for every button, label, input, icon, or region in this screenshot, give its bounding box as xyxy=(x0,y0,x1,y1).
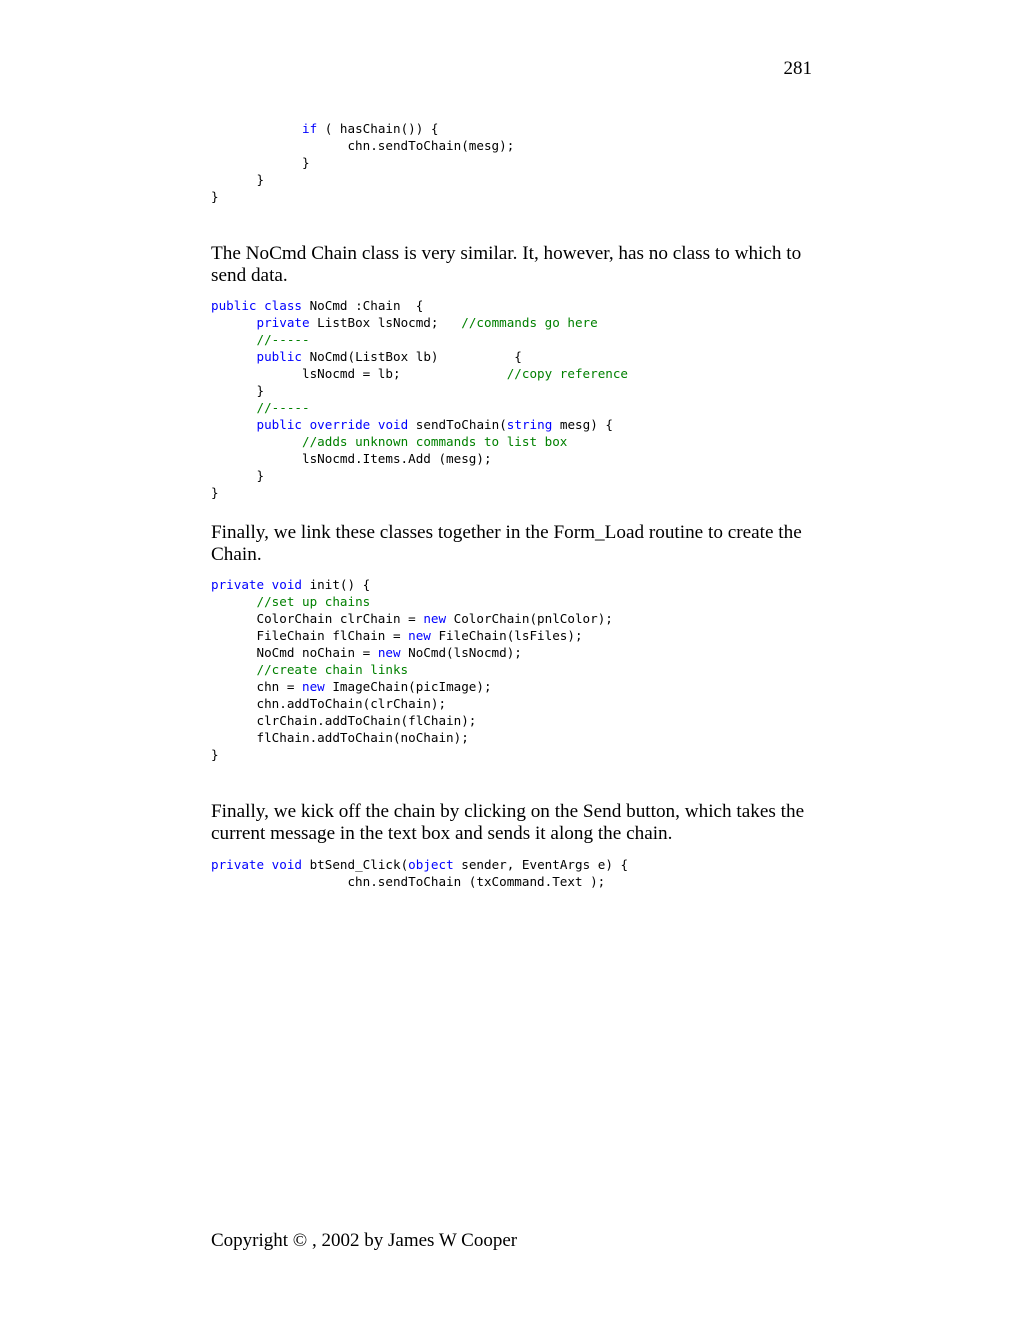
code-text: sendToChain( xyxy=(408,417,507,432)
code-text xyxy=(264,857,272,872)
code-line xyxy=(211,154,514,171)
code-line xyxy=(211,348,628,365)
code-line xyxy=(211,314,628,331)
code-line xyxy=(211,678,613,695)
code-line xyxy=(211,746,613,763)
code-text xyxy=(211,400,257,415)
page-number: 281 xyxy=(783,58,812,79)
code-comment: //copy reference xyxy=(506,366,629,381)
code-comment: //----- xyxy=(256,400,310,415)
code-keyword: private xyxy=(211,577,265,592)
code-keyword: void xyxy=(377,417,409,432)
code-keyword: string xyxy=(506,417,553,432)
paragraph-form-load: Finally, we link these classes together in the Form_Load routine to create the Chain. xyxy=(211,522,802,565)
code-keyword: public xyxy=(211,298,257,313)
code-keyword: class xyxy=(264,298,303,313)
code-text: init() { xyxy=(302,577,371,592)
code-text xyxy=(211,121,302,136)
code-line xyxy=(211,171,514,188)
code-keyword: if xyxy=(302,121,318,136)
code-line xyxy=(211,712,613,729)
code-line xyxy=(211,416,628,433)
code-keyword: new xyxy=(302,679,325,694)
code-block-btsend-click xyxy=(211,856,628,890)
code-text: chn.addToChain(clrChain); xyxy=(211,696,447,711)
code-text: mesg) { xyxy=(552,417,613,432)
code-keyword: new xyxy=(408,628,431,643)
code-text: lsNocmd.Items.Add (mesg); xyxy=(211,451,492,466)
code-text: chn.sendToChain(mesg); xyxy=(211,138,515,153)
code-text: } xyxy=(211,383,265,398)
code-line xyxy=(211,399,628,416)
code-text xyxy=(370,417,378,432)
code-text: clrChain.addToChain(flChain); xyxy=(211,713,477,728)
code-line xyxy=(211,467,628,484)
code-line xyxy=(211,576,613,593)
code-text xyxy=(211,332,257,347)
code-block-nocmd-class xyxy=(211,297,628,501)
code-text xyxy=(211,417,257,432)
copyright-footer: Copyright © , 2002 by James W Cooper xyxy=(211,1230,518,1251)
code-line xyxy=(211,297,628,314)
code-text xyxy=(211,662,257,677)
code-keyword: void xyxy=(271,577,303,592)
code-keyword: void xyxy=(271,857,303,872)
code-text: } xyxy=(211,485,219,500)
code-keyword: public xyxy=(256,349,302,364)
code-text xyxy=(211,349,257,364)
code-line xyxy=(211,644,613,661)
code-text: } xyxy=(211,468,265,483)
code-line xyxy=(211,661,613,678)
code-text xyxy=(257,298,265,313)
code-line xyxy=(211,365,628,382)
code-comment: //create chain links xyxy=(256,662,409,677)
code-text: ColorChain clrChain = xyxy=(211,611,424,626)
code-keyword: private xyxy=(211,857,265,872)
code-keyword: new xyxy=(377,645,401,660)
code-keyword: object xyxy=(408,857,454,872)
code-text: chn.sendToChain (txCommand.Text ); xyxy=(211,874,606,889)
code-text xyxy=(211,594,257,609)
code-line xyxy=(211,484,628,501)
code-text xyxy=(211,315,257,330)
code-comment: //set up chains xyxy=(256,594,371,609)
code-text: btSend_Click( xyxy=(302,857,409,872)
paragraph-send-button: Finally, we kick off the chain by clicking on the Send button, which takes the current message in the text box and sends it along the chain. xyxy=(211,801,805,844)
code-text: FileChain flChain = xyxy=(211,628,409,643)
code-comment: //----- xyxy=(256,332,310,347)
code-text: NoCmd(lsNocmd); xyxy=(400,645,522,660)
code-text: NoCmd noChain = xyxy=(211,645,378,660)
code-text: NoCmd :Chain { xyxy=(302,298,424,313)
code-text xyxy=(302,417,310,432)
code-line xyxy=(211,610,613,627)
code-comment: //adds unknown commands to list box xyxy=(302,434,568,449)
code-text: chn = xyxy=(211,679,302,694)
code-line xyxy=(211,695,613,712)
code-text: NoCmd(ListBox lb) { xyxy=(302,349,522,364)
code-line xyxy=(211,433,628,450)
code-text: } xyxy=(211,155,310,170)
code-text: flChain.addToChain(noChain); xyxy=(211,730,469,745)
code-text xyxy=(264,577,272,592)
code-line xyxy=(211,873,628,890)
code-block-haschain xyxy=(211,120,514,205)
code-text: FileChain(lsFiles); xyxy=(430,628,583,643)
code-line xyxy=(211,593,613,610)
code-line xyxy=(211,856,628,873)
code-text: lsNocmd = lb; xyxy=(211,366,507,381)
code-text: ImageChain(picImage); xyxy=(324,679,492,694)
code-text: ( hasChain()) { xyxy=(317,121,439,136)
code-line xyxy=(211,137,514,154)
code-line xyxy=(211,450,628,467)
code-text: sender, EventArgs e) { xyxy=(453,857,629,872)
code-keyword: new xyxy=(423,611,447,626)
code-text: ListBox lsNocmd; xyxy=(309,315,462,330)
paragraph-nocmd-intro: The NoCmd Chain class is very similar. It, however, has no class to which to send data. xyxy=(211,243,802,286)
code-line xyxy=(211,120,514,137)
code-block-init xyxy=(211,576,613,763)
code-line xyxy=(211,729,613,746)
code-keyword: override xyxy=(309,417,371,432)
code-text: ColorChain(pnlColor); xyxy=(446,611,613,626)
code-text xyxy=(211,434,302,449)
code-keyword: public xyxy=(256,417,302,432)
code-line xyxy=(211,627,613,644)
code-text: } xyxy=(211,189,219,204)
code-text: } xyxy=(211,747,219,762)
code-text: } xyxy=(211,172,265,187)
code-line xyxy=(211,331,628,348)
code-line xyxy=(211,188,514,205)
code-comment: //commands go here xyxy=(461,315,598,330)
code-keyword: private xyxy=(256,315,310,330)
code-line xyxy=(211,382,628,399)
